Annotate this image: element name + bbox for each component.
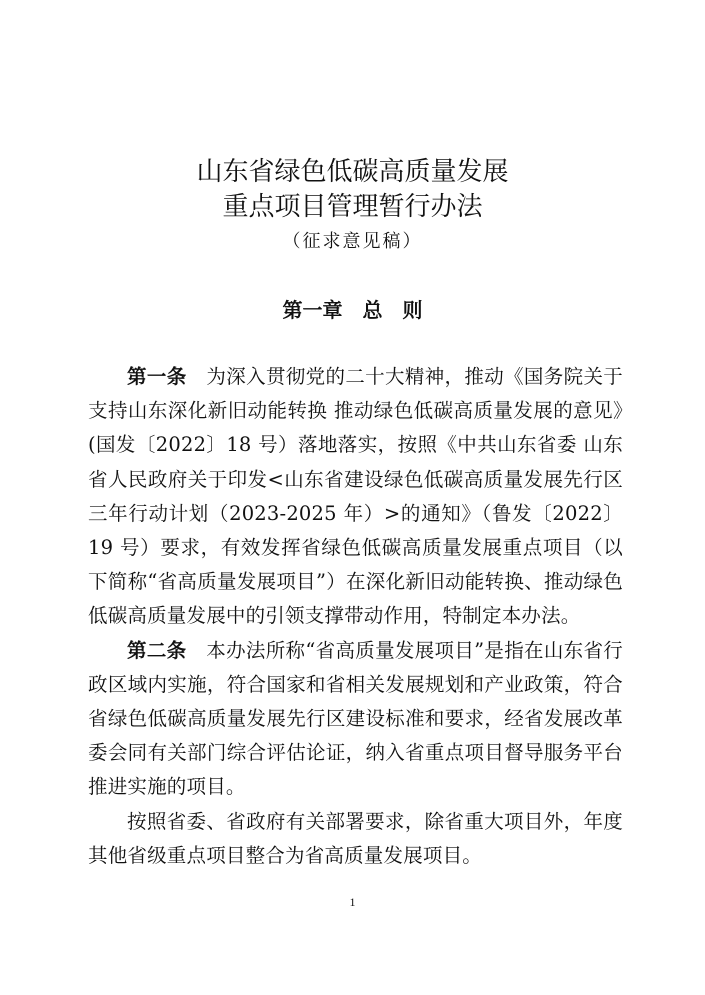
page-number: 1 xyxy=(349,895,356,909)
paragraph-text: 按照省委、省政府有关部署要求，除省重大项目外，年度其他省级重点项目整合为省高质量发展项目。 xyxy=(88,809,623,867)
article-label: 第一条 xyxy=(127,365,187,388)
document-body xyxy=(88,360,623,873)
paragraph-article-2 xyxy=(88,634,623,805)
paragraph-text: 本办法所称“省高质量发展项目”是指在山东省行政区域内实施，符合国家和省相关发展规划和产业政策，符合省绿色低碳高质量发展先行区建设标准和要求，经省发展改革委会同有关部门综合评估论证，纳入省重点项目督导服务平台推进实施的项目。 xyxy=(88,638,624,799)
paragraph-article-1 xyxy=(88,360,623,634)
article-label: 第二条 xyxy=(127,638,187,662)
chapter-heading: 第一章 总 则 xyxy=(282,298,423,322)
document-subtitle: （征求意见稿） xyxy=(282,231,423,252)
document-title-line-2: 重点项目管理暂行办法 xyxy=(222,192,483,222)
paragraph-continuation xyxy=(88,805,623,873)
paragraph-text: 为深入贯彻党的二十大精神，推动《国务院关于支持山东深化新旧动能转换 推动绿色低碳高质量发展的意见》(国发〔2022〕18 号）落地落实，按照《中共山东省委 山东省人民政府关于印发<山东省建设绿色低碳高质量发展先行区三年行动计划（2023-2025 年）>的通知》（鲁发〔2022〕19 号）要求，有效发挥省绿色低碳高质量发展重点项目（以下简称“省高质量发展项目”）在深化新旧动能转换、推动绿色低碳高质量发展中的引领支撑带动作用，特制定本办法。 xyxy=(88,365,624,628)
document-title-line-1: 山东省绿色低碳高质量发展 xyxy=(196,157,509,187)
